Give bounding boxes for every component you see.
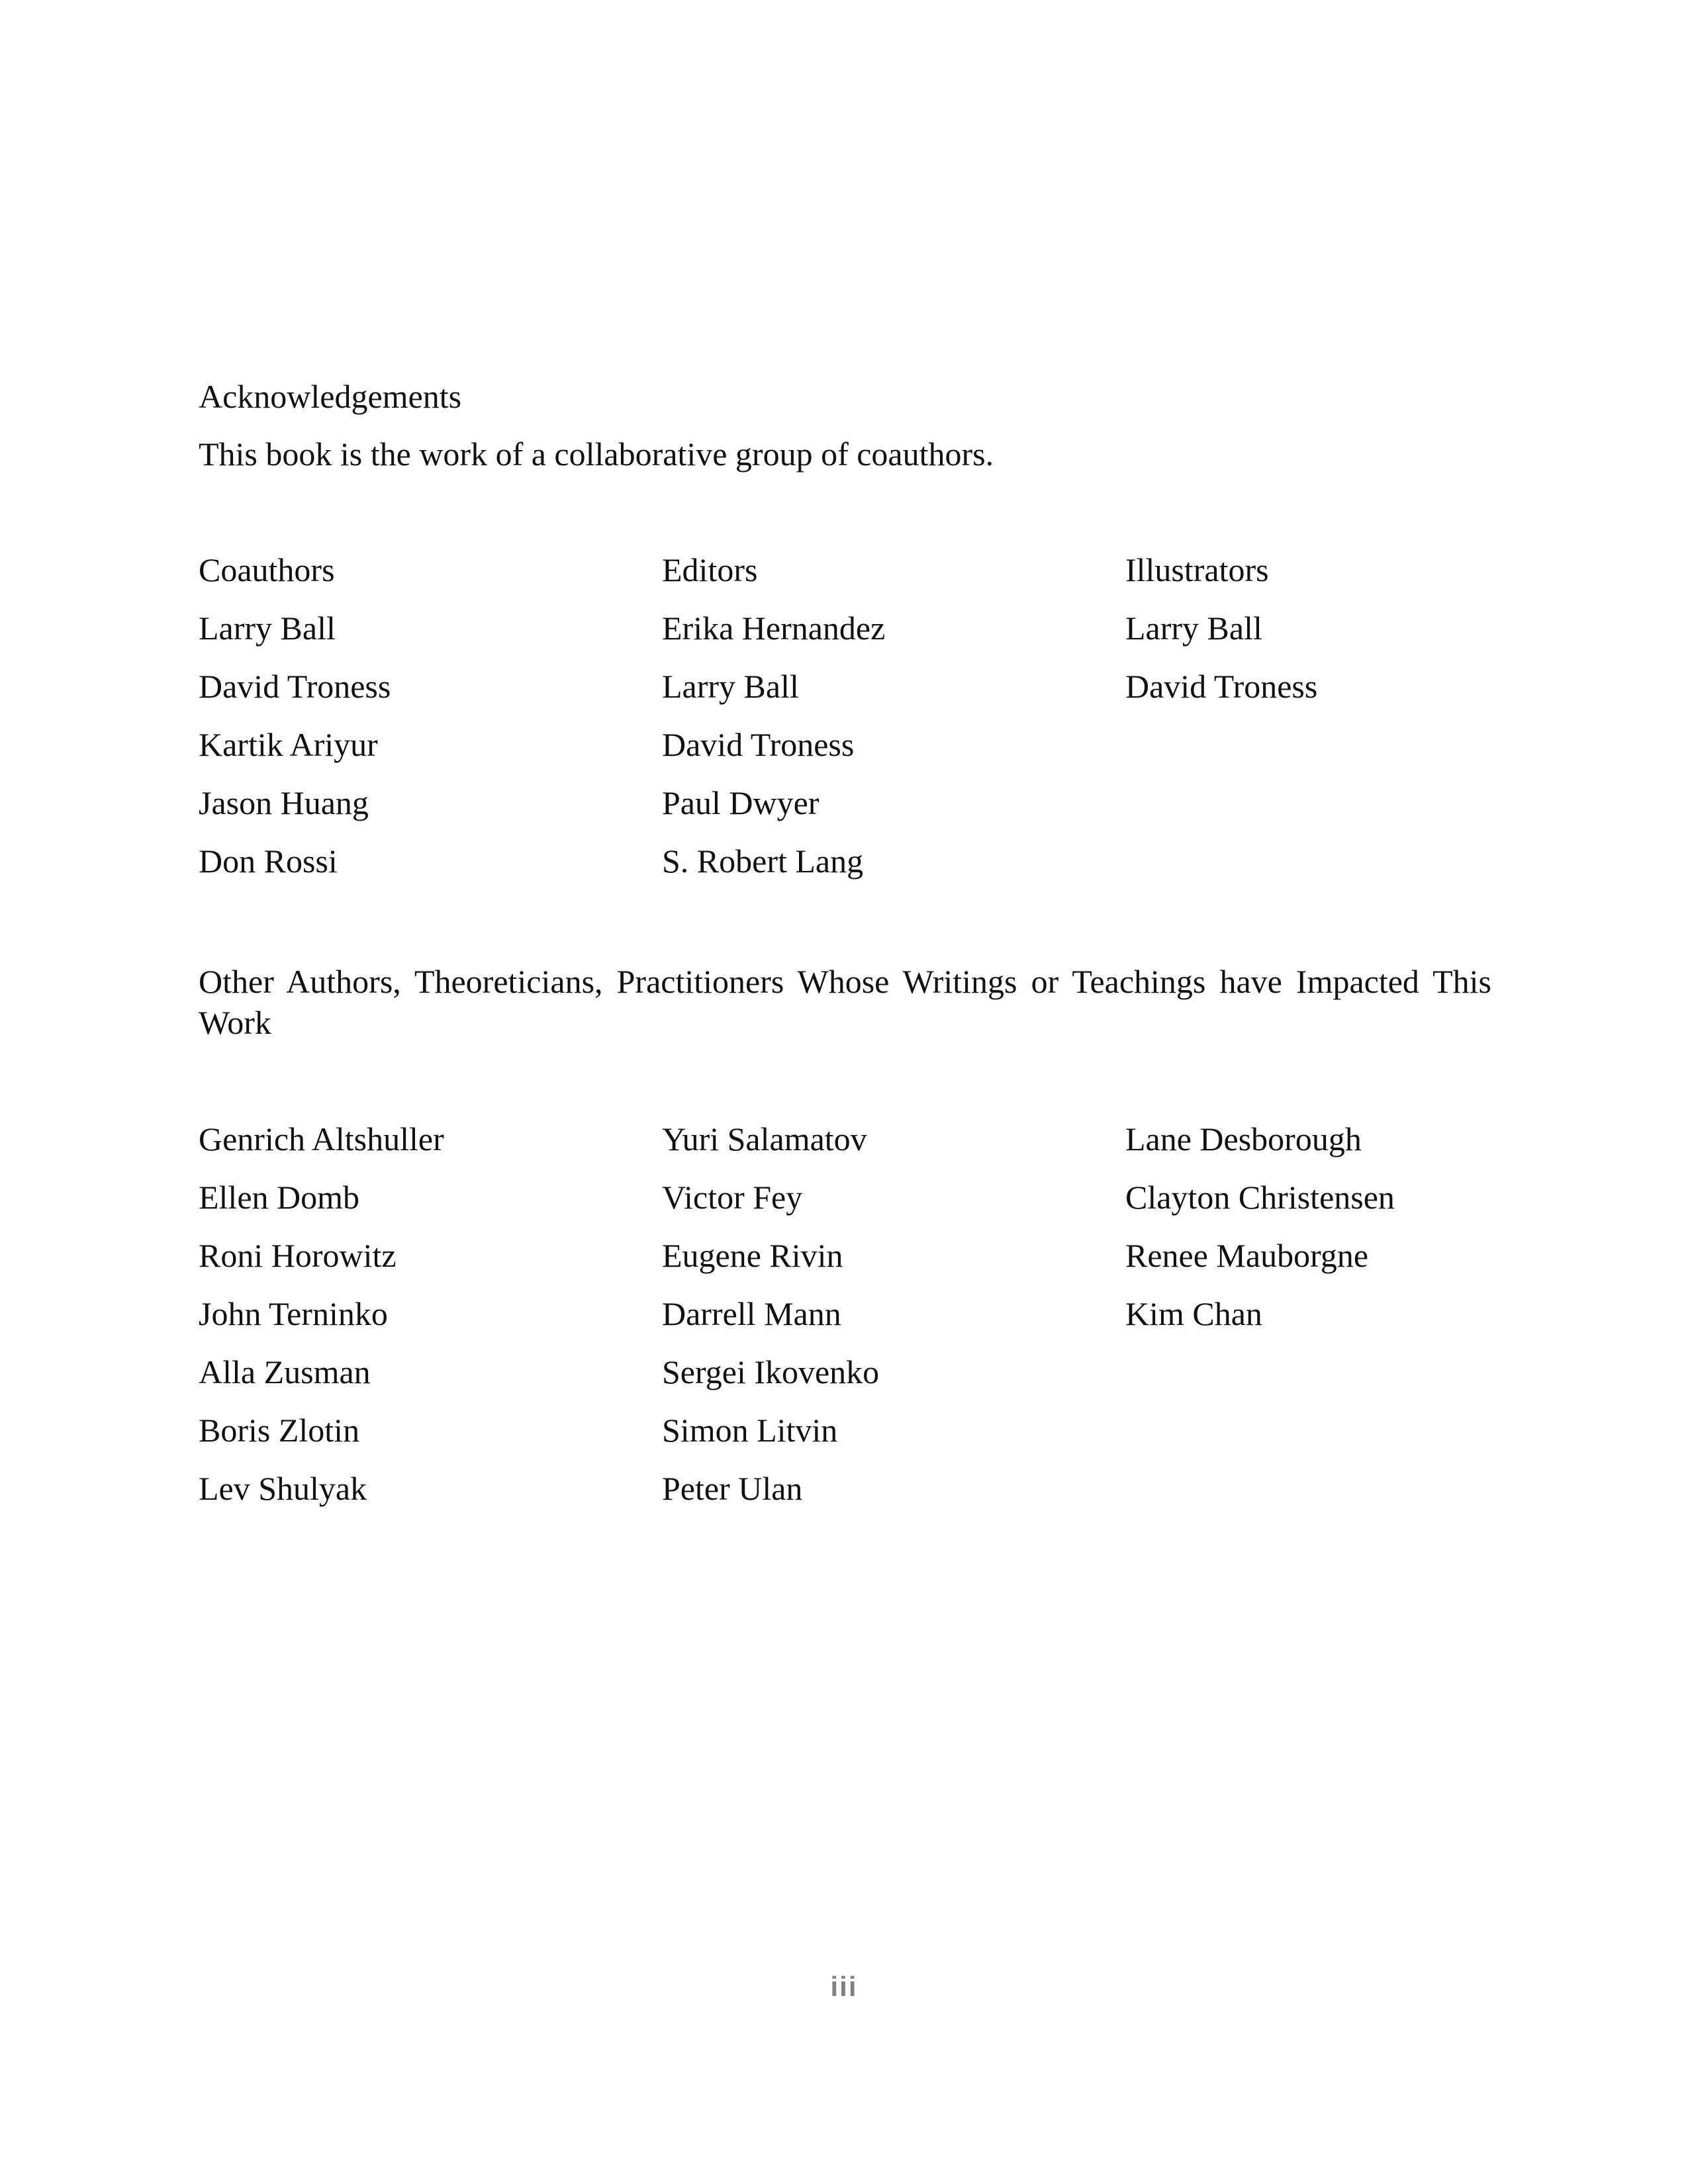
list-item: Roni Horowitz	[199, 1237, 397, 1274]
column-heading: Editors	[662, 551, 758, 588]
others-heading: Other Authors, Theoreticians, Practitioners Whose Writings or Teachings have Impacted This Work	[199, 963, 1491, 1041]
list-item: Ellen Domb	[199, 1179, 360, 1216]
list-item: Alla Zusman	[199, 1353, 371, 1390]
list-item: Darrell Mann	[662, 1295, 841, 1332]
list-item: Sergei Ikovenko	[662, 1353, 880, 1390]
others-column-3	[1125, 1118, 1556, 1351]
illustrators-column	[1125, 549, 1556, 724]
list-item: John Terninko	[199, 1295, 388, 1332]
intro-paragraph: This book is the work of a collaborative group of coauthors.	[199, 435, 994, 473]
editors-column	[662, 549, 1092, 899]
list-item: Larry Ball	[199, 610, 336, 647]
list-item: Larry Ball	[1125, 610, 1262, 647]
list-item: Victor Fey	[662, 1179, 803, 1216]
list-item: David Troness	[662, 726, 855, 763]
list-item: Genrich Altshuller	[199, 1120, 444, 1158]
list-item: Yuri Salamatov	[662, 1120, 867, 1158]
list-item: Paul Dwyer	[662, 784, 820, 821]
list-item: Simon Litvin	[662, 1412, 838, 1449]
coauthors-column	[199, 549, 629, 899]
list-item: Kartik Ariyur	[199, 726, 378, 763]
page-number: iii	[830, 1971, 858, 2002]
list-item: David Troness	[199, 668, 391, 705]
list-item: Clayton Christensen	[1125, 1179, 1395, 1216]
list-item: Eugene Rivin	[662, 1237, 843, 1274]
list-item: David Troness	[1125, 668, 1318, 705]
list-item: Renee Mauborgne	[1125, 1237, 1369, 1274]
others-column-2	[662, 1118, 1092, 1526]
list-item: Lane Desborough	[1125, 1120, 1362, 1158]
list-item: Don Rossi	[199, 842, 338, 880]
column-heading: Coauthors	[199, 551, 335, 588]
page-title: Acknowledgements	[199, 378, 462, 415]
list-item: Lev Shulyak	[199, 1470, 367, 1507]
list-item: Erika Hernandez	[662, 610, 886, 647]
others-column-1	[199, 1118, 629, 1526]
column-heading: Illustrators	[1125, 551, 1269, 588]
list-item: Kim Chan	[1125, 1295, 1262, 1332]
list-item: Boris Zlotin	[199, 1412, 360, 1449]
list-item: Larry Ball	[662, 668, 799, 705]
list-item: S. Robert Lang	[662, 842, 864, 880]
list-item: Jason Huang	[199, 784, 369, 821]
list-item: Peter Ulan	[662, 1470, 803, 1507]
